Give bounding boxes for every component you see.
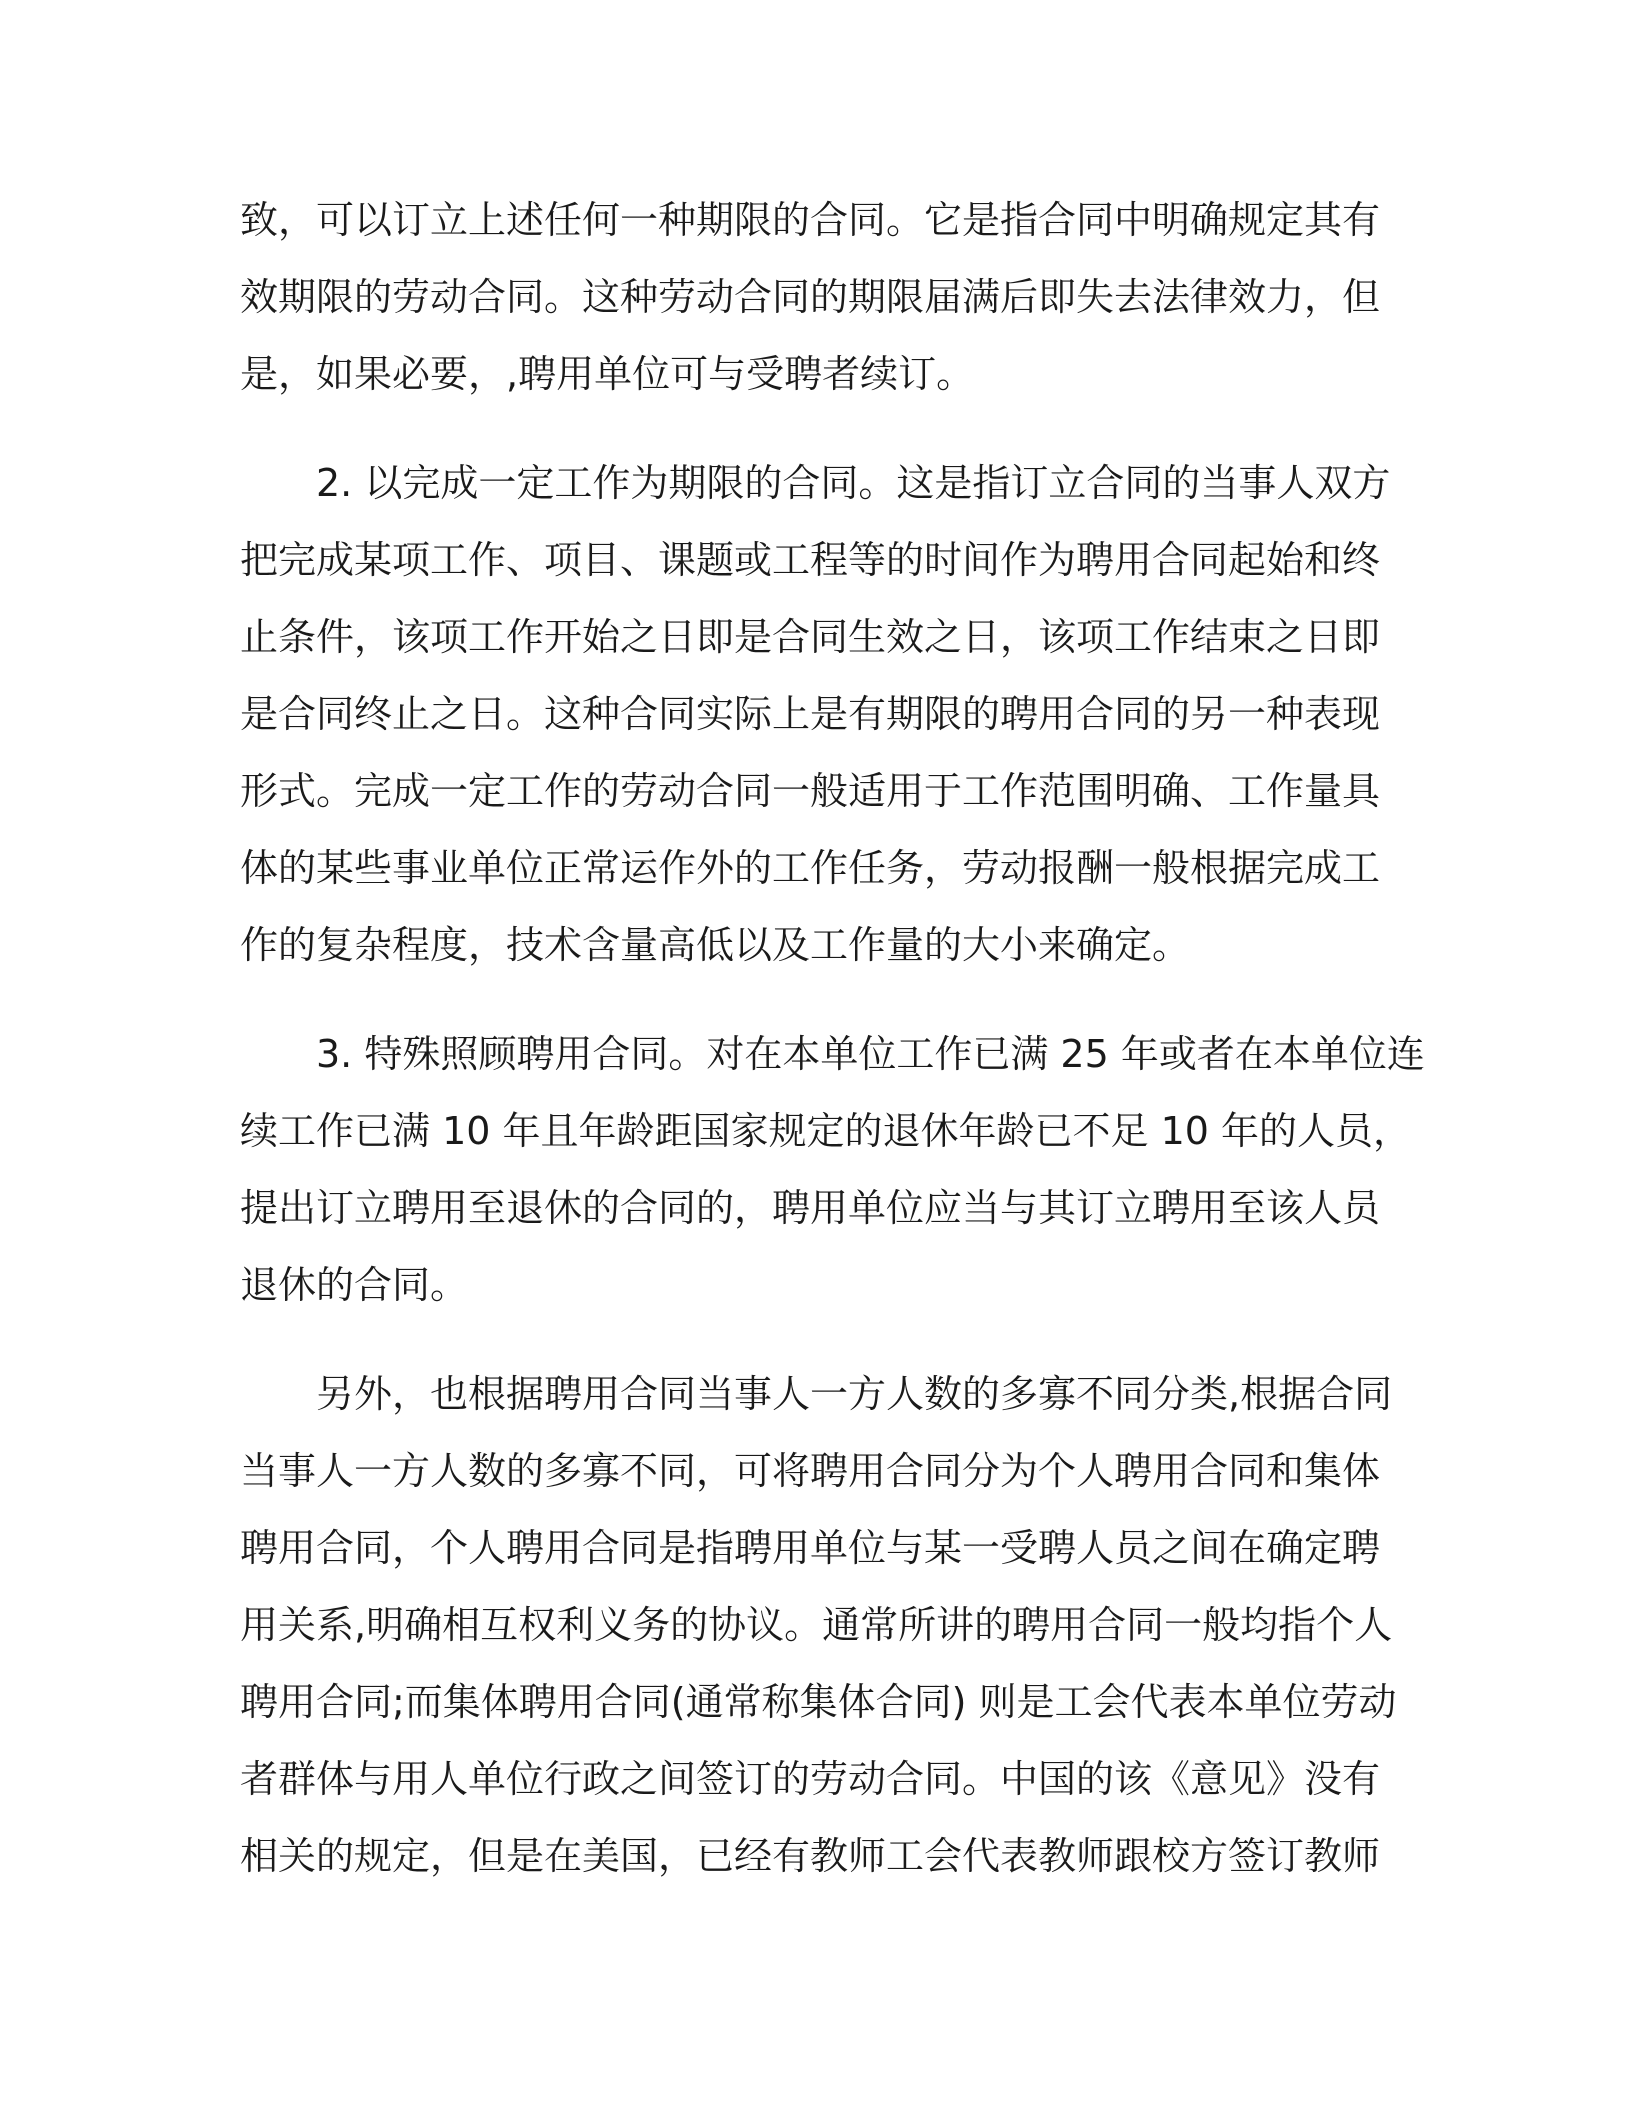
text-line: 效期限的劳动合同。这种劳动合同的期限届满后即失去法律效力，但 [240,275,1381,319]
text-line: 相关的规定，但是在美国，已经有教师工会代表教师跟校方签订教师 [240,1834,1381,1878]
text-line: 聘用合同，个人聘用合同是指聘用单位与某一受聘人员之间在确定聘 [240,1526,1381,1570]
paragraph-gap [240,413,1380,445]
text-line: 把完成某项工作、项目、课题或工程等的时间作为聘用合同起始和终 [240,538,1381,582]
paragraph-3 [240,1016,1425,1324]
paragraph-gap [240,1324,1380,1356]
text-line: 形式。完成一定工作的劳动合同一般适用于工作范围明确、工作量具 [240,769,1381,813]
text-line: 致，可以订立上述任何一种期限的合同。它是指合同中明确规定其有 [240,198,1381,242]
text-line: 止条件，该项工作开始之日即是合同生效之日，该项工作结束之日即 [240,615,1381,659]
text-line: 续工作已满 10 年且年龄距国家规定的退休年龄已不足 10 年的人员， [240,1109,1412,1153]
text-line: 是，如果必要，,聘用单位可与受聘者续订。 [240,352,975,396]
text-line: 当事人一方人数的多寡不同，可将聘用合同分为个人聘用合同和集体 [240,1449,1381,1493]
paragraph-2 [240,445,1391,984]
text-line: 提出订立聘用至退休的合同的，聘用单位应当与其订立聘用至该人员 [240,1186,1381,1230]
text-line: 用关系,明确相互权利义务的协议。通常所讲的聘用合同一般均指个人 [240,1603,1393,1647]
text-line: 体的某些事业单位正常运作外的工作任务，劳动报酬一般根据完成工 [240,846,1381,890]
paragraph-4 [240,1356,1397,1895]
text-line: 者群体与用人单位行政之间签订的劳动合同。中国的该《意见》没有 [240,1757,1381,1801]
text-line: 3. 特殊照顾聘用合同。对在本单位工作已满 25 年或者在本单位连 [316,1032,1425,1076]
document-body [240,182,1425,1895]
text-line: 2. 以完成一定工作为期限的合同。这是指订立合同的当事人双方 [316,461,1391,505]
text-line: 退休的合同。 [240,1263,469,1307]
text-line: 是合同终止之日。这种合同实际上是有期限的聘用合同的另一种表现 [240,692,1381,736]
text-line: 另外，也根据聘用合同当事人一方人数的多寡不同分类,根据合同 [316,1372,1393,1416]
paragraph-gap [240,984,1380,1016]
text-line: 作的复杂程度，技术含量高低以及工作量的大小来确定。 [240,923,1191,967]
text-line: 聘用合同;而集体聘用合同(通常称集体合同) 则是工会代表本单位劳动 [240,1680,1397,1724]
paragraph-1 [240,182,1380,413]
